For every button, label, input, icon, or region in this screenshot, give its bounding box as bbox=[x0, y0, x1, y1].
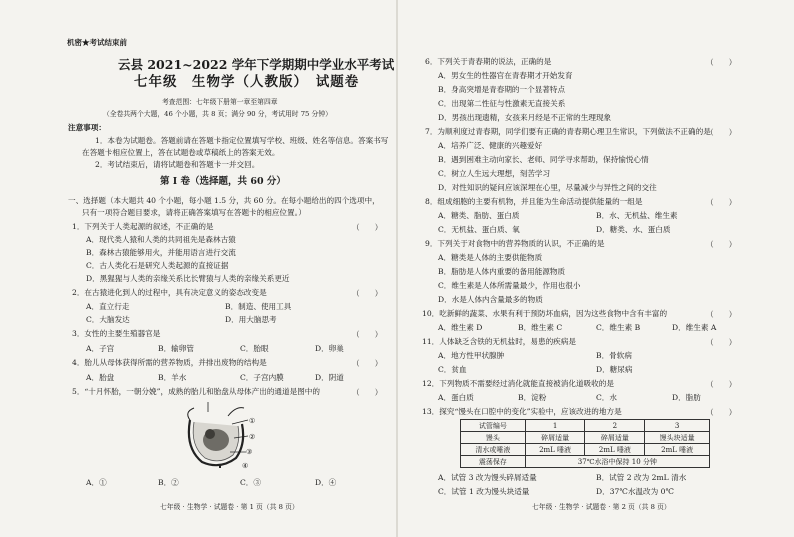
question-10: 10．吃新鲜的蔬菜、水果有利于预防坏血病，因为这些食物中含有丰富的 bbox=[422, 309, 668, 318]
experiment-table bbox=[460, 419, 710, 468]
option: C．维生素 B bbox=[596, 323, 641, 332]
table-row bbox=[461, 444, 710, 456]
diagram-label-2: ② bbox=[249, 433, 256, 441]
answer-paren: （ ） bbox=[706, 338, 737, 347]
option: C．无机盐、蛋白质、氧 bbox=[438, 225, 520, 234]
option: C．树立人生远大理想，刻苦学习 bbox=[438, 169, 551, 178]
option: C．大脑发达 bbox=[86, 315, 130, 324]
option: A．胎盘 bbox=[86, 373, 115, 382]
option: D．男孩出现遗精，女孩来月经是不正常的生理现象 bbox=[438, 113, 612, 122]
notice-1: 1．本卷为试题卷。答题前请在答题卡指定位置填写学校、班级、姓名等信息。答案书写 bbox=[95, 136, 389, 145]
option: C．试管 1 改为馒头块适量 bbox=[438, 487, 530, 496]
option: D．卵巢 bbox=[315, 344, 344, 353]
answer-paren: （ ） bbox=[352, 223, 383, 232]
option: C．水 bbox=[596, 393, 617, 402]
option: D．对性知识的疑问应该深埋在心里，尽量减少与异性之间的交往 bbox=[438, 183, 657, 192]
option: A．糖类是人体的主要供能物质 bbox=[438, 253, 543, 262]
option: C．维生素是人体所需量最少，作用也很小 bbox=[438, 281, 581, 290]
option: D．糖类、水、蛋白质 bbox=[596, 225, 671, 234]
answer-paren: （ ） bbox=[706, 240, 737, 249]
section-heading: 第 Ⅰ 卷（选择题，共 60 分） bbox=[160, 176, 286, 187]
option: A．现代类人猿和人类的共同祖先是森林古猿 bbox=[86, 235, 236, 244]
option: A．地方性甲状腺肿 bbox=[438, 351, 505, 360]
table-cell: 震荡保存 bbox=[461, 456, 526, 468]
choice-intro-2: 只有一项符合题目要求，请将正确答案填写在答题卡的相应位置。） bbox=[82, 208, 307, 217]
answer-paren: （ ） bbox=[706, 380, 737, 389]
option: B．② bbox=[158, 478, 179, 487]
table-cell: 碎屑适量 bbox=[525, 432, 585, 444]
table-cell: 1 bbox=[525, 420, 585, 432]
option: D．黑猩猩与人类的亲缘关系比长臂猿与人类的亲缘关系更近 bbox=[86, 274, 290, 283]
answer-paren: （ ） bbox=[706, 408, 737, 417]
answer-paren: （ ） bbox=[352, 359, 383, 368]
question-9: 9．下列关于对食物中的营养物质的认识，不正确的是 bbox=[425, 239, 605, 248]
option: B．淀粉 bbox=[518, 393, 547, 402]
option: B．骨软病 bbox=[596, 351, 632, 360]
notice-1b: 在答题卡相应位置上，答在试题卷或草稿纸上的答案无效。 bbox=[82, 148, 280, 157]
option: C．贫血 bbox=[438, 365, 467, 374]
table-cell: 试管编号 bbox=[461, 420, 526, 432]
option: B．制造、使用工具 bbox=[225, 302, 292, 311]
option: B．脂肪是人体内重要的备用能源物质 bbox=[438, 267, 566, 276]
option: C．子宫内膜 bbox=[240, 373, 284, 382]
answer-paren: （ ） bbox=[706, 198, 737, 207]
table-cell: 3 bbox=[645, 420, 710, 432]
option: A．男女生的性器官在青春期才开始发育 bbox=[438, 71, 573, 80]
answer-paren: （ ） bbox=[706, 128, 737, 137]
option: C．古人类化石是研究人类起源的直接证据 bbox=[86, 261, 229, 270]
option: C．出现第二性征与性激素无直接关系 bbox=[438, 99, 566, 108]
notice-heading: 注意事项： bbox=[68, 123, 106, 132]
secret-label: 机密★考试结束前 bbox=[67, 38, 127, 47]
option: A．试管 3 改为馒头碎屑适量 bbox=[438, 473, 537, 482]
table-cell: 馒头块适量 bbox=[645, 432, 710, 444]
option: A．培养广泛、健康的兴趣爱好 bbox=[438, 141, 543, 150]
option: D．维生素 A bbox=[672, 323, 717, 332]
option: A．直立行走 bbox=[86, 302, 130, 311]
option: D．糖尿病 bbox=[596, 365, 633, 374]
left-page bbox=[0, 0, 396, 537]
table-cell: 37℃水浴中保持 10 分钟 bbox=[525, 456, 709, 468]
table-cell: 清水或唾液 bbox=[461, 444, 526, 456]
table-cell: 2 bbox=[585, 420, 645, 432]
question-8: 8．组成细胞的主要有机物，并且能为生命活动提供能量的一组是 bbox=[425, 197, 643, 206]
question-6: 6．下列关于青春期的说法，正确的是 bbox=[425, 57, 552, 66]
option: C．③ bbox=[240, 478, 261, 487]
table-cell: 2mL 唾液 bbox=[585, 444, 645, 456]
page-footer: 七年级 · 生物学 · 试题卷 · 第 1 页（共 8 页） bbox=[160, 503, 299, 511]
question-3: 3．女性的主要生殖器官是 bbox=[72, 329, 161, 338]
answer-paren: （ ） bbox=[352, 330, 383, 339]
diagram-label-1: ① bbox=[249, 417, 256, 425]
uterus-diagram bbox=[180, 398, 258, 470]
question-1: 1．下列关于人类起源的叙述，不正确的是 bbox=[72, 222, 214, 231]
option: B．森林古猿能够用火，并能用语言进行交流 bbox=[86, 248, 236, 257]
diagram-label-4: ④ bbox=[242, 462, 249, 470]
option: B．输卵管 bbox=[158, 344, 194, 353]
question-12: 12．下列物质不需要经过消化就能直接被消化道吸收的是 bbox=[422, 379, 614, 388]
option: D．水是人体内含量最多的物质 bbox=[438, 295, 543, 304]
answer-paren: （ ） bbox=[706, 310, 737, 319]
option: D．脂肪 bbox=[672, 393, 701, 402]
table-row bbox=[461, 432, 710, 444]
question-13: 13．探究“馒头在口腔中的变化”实验中，应该改进的地方是 bbox=[422, 407, 622, 416]
option: D．37℃水温改为 0℃ bbox=[596, 487, 674, 496]
page-fold bbox=[396, 0, 398, 537]
table-cell: 碎屑适量 bbox=[585, 432, 645, 444]
option: A．① bbox=[86, 478, 107, 487]
answer-paren: （ ） bbox=[352, 289, 383, 298]
option: B．水、无机盐、维生素 bbox=[596, 211, 678, 220]
option: D．阴道 bbox=[315, 373, 344, 382]
question-11: 11．人体缺乏含铁的无机盐时，易患的疾病是 bbox=[422, 337, 576, 346]
option: D．用大脑思考 bbox=[225, 315, 277, 324]
option: C．胎眼 bbox=[240, 344, 269, 353]
diagram-label-3: ③ bbox=[246, 448, 253, 456]
choice-intro-1: 一、选择题（本大题共 40 个小题，每小题 1.5 分，共 60 分。在每小题给出的四个选项中， bbox=[68, 196, 380, 205]
option: A．蛋白质 bbox=[438, 393, 474, 402]
question-7: 7．为顺利度过青春期，同学们要有正确的青春期心理卫生常识，下列做法不正确的是 bbox=[425, 127, 711, 136]
option: A．子宫 bbox=[86, 344, 115, 353]
exam-title: 云县 2021~2022 学年下学期期中学业水平考试 bbox=[118, 57, 395, 72]
page-footer: 七年级 · 生物学 · 试题卷 · 第 2 页（共 8 页） bbox=[532, 503, 671, 511]
exam-subtitle: 七年级 生物学（人教版） 试题卷 bbox=[134, 74, 360, 90]
question-4: 4．胎儿从母体获得所需的营养物质，并排出废物的结构是 bbox=[72, 358, 267, 367]
right-page bbox=[400, 0, 794, 537]
table-row bbox=[461, 420, 710, 432]
exam-scope: 考查范围：七年级下册第一章至第四章 bbox=[162, 98, 278, 106]
table-cell: 2mL 唾液 bbox=[525, 444, 585, 456]
option: B．遇到困难主动向家长、老师、同学寻求帮助，保持愉悦心情 bbox=[438, 155, 649, 164]
notice-2: 2．考试结束后，请将试题卷和答题卡一并交回。 bbox=[95, 160, 260, 169]
table-cell: 2mL 唾液 bbox=[645, 444, 710, 456]
option: D．④ bbox=[315, 478, 337, 487]
table-cell: 馒头 bbox=[461, 432, 526, 444]
option: A．糖类、脂肪、蛋白质 bbox=[438, 211, 520, 220]
exam-meta: （全卷共两个大题，46 个小题，共 8 页；满分 90 分，考试用时 75 分钟） bbox=[103, 110, 332, 118]
option: B．身高突增是青春期的一个显著特点 bbox=[438, 85, 566, 94]
option: A．维生素 D bbox=[438, 323, 483, 332]
question-2: 2．在古猿进化到人的过程中，具有决定意义的姿态改变是 bbox=[72, 288, 267, 297]
option: B．试管 2 改为 2mL 清水 bbox=[596, 473, 687, 482]
question-5: 5．“十月怀胎，一朝分娩”，成熟的胎儿和胎盘从母体产出的通道是图中的 bbox=[72, 387, 320, 396]
option: B．维生素 C bbox=[518, 323, 563, 332]
answer-paren: （ ） bbox=[706, 58, 737, 67]
answer-paren: （ ） bbox=[352, 388, 383, 397]
option: B．羊水 bbox=[158, 373, 187, 382]
table-row bbox=[461, 456, 710, 468]
